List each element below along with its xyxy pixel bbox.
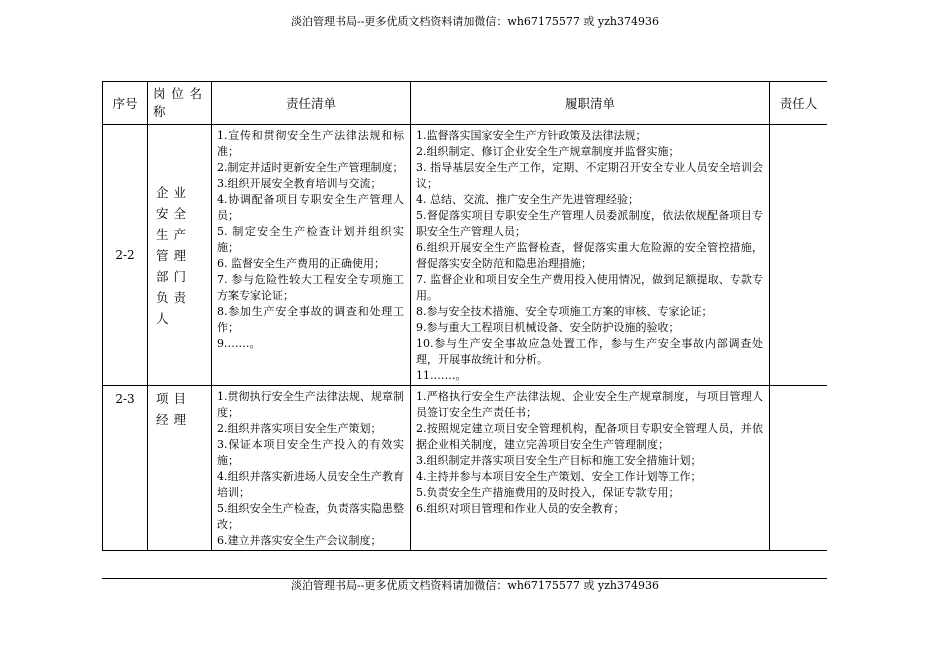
- performance-item: 4.主持并参与本项目安全生产策划、安全工作计划等工作；: [416, 470, 702, 483]
- duty-item: 2.制定并适时更新安全生产管理制度；: [217, 161, 404, 174]
- row-performance: [411, 386, 770, 551]
- duty-item: 6.建立并落实安全生产会议制度；: [217, 534, 382, 547]
- performance-item: 7. 监督企业和项目安全生产费用投入使用情况，做到足额提取、专款专用。: [416, 273, 763, 302]
- responsibility-table-container: [102, 81, 827, 579]
- duty-item: 4.协调配备项目专职安全生产管理人员；: [217, 193, 404, 222]
- duty-item: 2.组织并落实项目安全生产策划；: [217, 422, 382, 435]
- performance-item: 6.组织开展安全生产监督检查，督促落实重大危险源的安全管控措施，督促落实安全防范和隐患治理措施；: [416, 241, 763, 270]
- duty-item: 3.保证本项目安全生产投入的有效实施；: [217, 438, 404, 467]
- performance-item: 11.……。: [416, 369, 467, 382]
- duty-item: 5.组织安全生产检查，负责落实隐患整改；: [217, 502, 404, 531]
- row-duties: [212, 125, 411, 386]
- performance-item: 2.按照规定建立项目安全管理机构，配备项目专职安全管理人员，并依据企业相关制度，建立完善项目安全生产管理制度；: [416, 422, 763, 451]
- duty-item: 6. 监督安全生产费用的正确使用；: [217, 257, 385, 270]
- duty-item: 8.参加生产安全事故的调查和处理工作；: [217, 305, 404, 334]
- table-header-row: [103, 82, 828, 125]
- duty-item: 4.组织并落实新进场人员安全生产教育培训；: [217, 470, 404, 499]
- performance-item: 3. 指导基层安全生产工作，定期、不定期召开安全专业人员安全培训会议；: [416, 161, 763, 190]
- table-row-2-2: [103, 125, 828, 386]
- header-duties: 责任清单: [212, 82, 411, 125]
- row-post-name: 企业安全生产管理部门负责人: [148, 125, 212, 386]
- row-post-name: 项目经理: [148, 386, 212, 551]
- row-owner: [770, 125, 828, 386]
- performance-item: 1.严格执行安全生产法律法规、企业安全生产规章制度，与项目管理人员签订安全生产责任书；: [416, 390, 763, 419]
- row-seq: 2-3: [103, 386, 148, 551]
- performance-item: 3.组织制定并落实项目安全生产目标和施工安全措施计划；: [416, 454, 702, 467]
- responsibility-table: [102, 81, 827, 551]
- duty-item: 1.贯彻执行安全生产法律法规、规章制度；: [217, 390, 404, 419]
- header-post-name: 岗位名称: [148, 82, 212, 125]
- row-performance: [411, 125, 770, 386]
- row-owner: [770, 386, 828, 551]
- performance-item: 4. 总结、交流、推广安全生产先进管理经验；: [416, 193, 639, 206]
- performance-item: 2.组织制定、修订企业安全生产规章制度并监督实施；: [416, 145, 680, 158]
- duty-item: 7. 参与危险性较大工程安全专项施工方案专家论证；: [217, 273, 404, 302]
- page-header: 淡泊管理书局--更多优质文档资料请加微信：wh67175577 或 yzh374936: [291, 15, 659, 28]
- row-seq: 2-2: [103, 125, 148, 386]
- performance-item: 9.参与重大工程项目机械设备、安全防护设施的验收；: [416, 321, 680, 334]
- page-footer: 淡泊管理书局--更多优质文档资料请加微信：wh67175577 或 yzh374936: [291, 579, 659, 592]
- performance-item: 1.监督落实国家安全生产方针政策及法律法规；: [416, 129, 647, 142]
- duty-item: 3.组织开展安全教育培训与交流；: [217, 177, 382, 190]
- header-performance: 履职清单: [411, 82, 770, 125]
- performance-item: 10.参与生产安全事故应急处置工作，参与生产安全事故内部调查处理，开展事故统计和分析。: [416, 337, 763, 366]
- performance-item: 5.督促落实项目专职安全生产管理人员委派制度，依法依规配备项目专职安全生产管理人员；: [416, 209, 763, 238]
- duty-item: 1.宣传和贯彻安全生产法律法规和标准；: [217, 129, 404, 158]
- performance-item: 6.组织对项目管理和作业人员的安全教育；: [416, 502, 625, 515]
- duty-item: 5. 制定安全生产检查计划并组织实施；: [217, 225, 404, 254]
- performance-item: 8.参与安全技术措施、安全专项施工方案的审核、专家论证；: [416, 305, 713, 318]
- duty-item: 9.……。: [217, 337, 261, 350]
- performance-item: 5.负责安全生产措施费用的及时投入，保证专款专用；: [416, 486, 680, 499]
- header-owner: 责任人: [770, 82, 828, 125]
- table-row-2-3: [103, 386, 828, 551]
- row-duties: [212, 386, 411, 551]
- header-seq: 序号: [103, 82, 148, 125]
